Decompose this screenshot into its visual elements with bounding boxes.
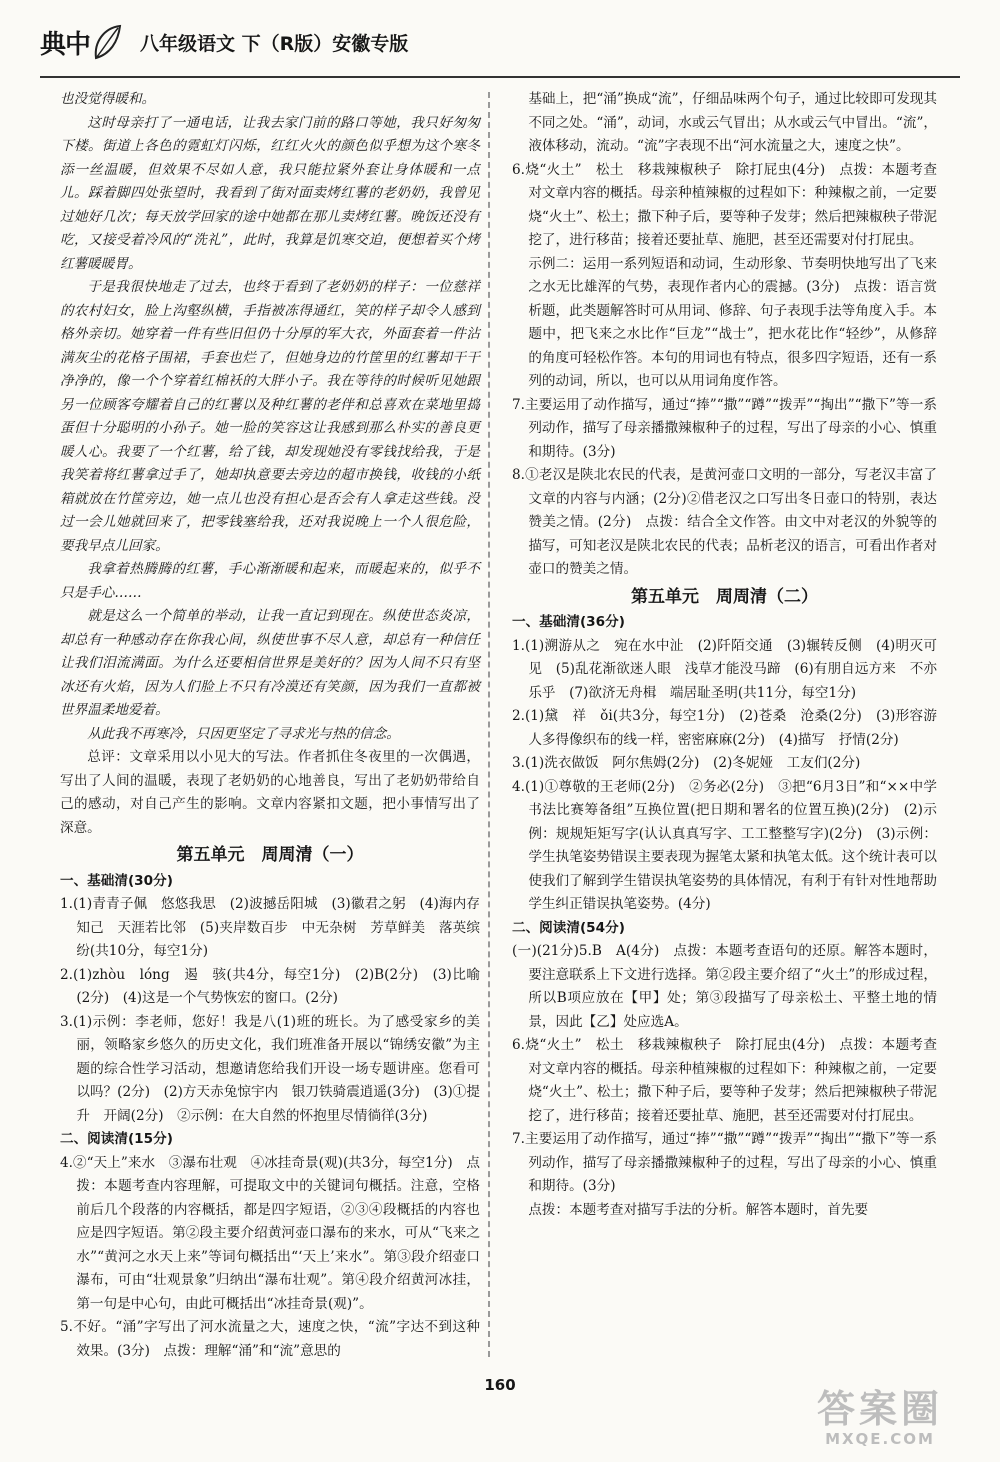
answer-item: 3.(1)示例：李老师，您好！我是八(1)班的班长。为了感受家乡的美丽，领略家乡悠久的历史文化，我们班准备开展以“锦绣安徽”为主题的综合性学习活动，想邀请您给我们开设一场专题讲座。您看可以吗？(2分) (2)方天赤兔惊宇内 银刀铁骑震逍遥(3分) (3)①提升 开阔(2分) ②示例：在大自然的怀抱里尽情徜徉(3分) (60, 1013, 480, 1124)
answer-item: 5.不好。“涌”字写出了河水流量之大，速度之快，“流”字达不到这种效果。(3分) 点拨：理解“涌”和“流”意思的 (60, 1319, 480, 1359)
watermark-url: MXQE.COM (825, 1430, 935, 1448)
essay-paragraph: 这时母亲打了一通电话，让我去家门前的路口等她，我只好匆匆下楼。街道上各色的霓虹灯闪烁，红红火火的颜色似乎想为这个寒冬添一丝温暖，但效果不尽如人意，我只能拉紧外套让身体暖和一点儿。踩着脚四处张望时，我看到了街对面卖烤红薯的老奶奶，我曾见过她好几次；每天放学回家的途中她都在那儿卖烤红薯。晚饭还没有吃，又接受着冷风的“洗礼”，此时，我算是饥寒交迫，便想着买个烤红薯暖暖胃。 (60, 114, 480, 272)
section-heading-reading: 二、阅读清(54分) (512, 919, 625, 936)
page-header (40, 12, 960, 72)
answer-item: 4.(1)①尊敬的王老师(2分) ②务必(2分) ③把“6月3日”和“××中学书法比赛筹备组”互换位置(把日期和署名的位置互换)(2分) (2)示例：规规矩矩写字(认认真真写字、工工整整写字)(2分) (3)示例：学生执笔姿势错误主要表现为握笔太紧和执笔太低。这个统计表可以使我们了解到学生错误执笔姿势的具体情况，有利于有针对性地帮助学生纠正错误执笔姿势。(4分) (512, 778, 937, 912)
section-title-week2: 第五单元 周周清（二） (631, 586, 818, 607)
watermark-title: 答案圈 (816, 1387, 943, 1431)
answer-item: 8.①老汉是陕北农民的代表，是黄河壶口文明的一部分，写老汉丰富了文章的内容与内涵；(2分)②借老汉之口写出冬日壶口的特别，表达赞美之情。(2分) 点拨：结合全文作答。由文中对老汉的外貌等的描写，可知老汉是陕北农民的代表；品析老汉的语言，可看出作者对壶口的赞美之情。 (512, 467, 937, 577)
essay-paragraph: 也没觉得暖和。 (60, 91, 156, 107)
answer-item: 3.(1)洗衣做饭 阿尔焦姆(2分) (2)冬妮娅 工友们(2分) (512, 755, 861, 771)
page-number: 160 (484, 1376, 516, 1394)
left-column (60, 88, 480, 1363)
section-heading-basic: 一、基础清(30分) (60, 872, 173, 889)
answer-item: 4.②“天上”来水 ③瀑布壮观 ④冰挂奇景(观)(共3分，每空1分) 点拨：本题考查内容理解，可提取文中的关键词句概括。注意，空格前后几个段落的内容概括，都是四字短语，②③④段概括的内容也应是四字短语。第②段主要介绍黄河壶口瀑布的来水，可从“飞来之水”“黄河之水天上来”等词句概括出“‘天上’来水”。第③段介绍壶口瀑布，可由“壮观景象”归纳出“瀑布壮观”。第④段介绍黄河冰挂，第一句是中心句，由此可概括出“冰挂奇景(观)”。 (60, 1154, 480, 1312)
answer-item: (一)(21分)5.B A(4分) 点拨：本题考查语句的还原。解答本题时，要注意联系上下文进行选择。第②段主要介绍了“火土”的形成过程，所以B项应放在【甲】处；第③段描写了母亲松土、平整土地的情景，因此【乙】处应选A。 (512, 943, 937, 1030)
essay-paragraph: 我拿着热腾腾的红薯，手心渐渐暖和起来，而暖起来的，似乎不只是手心…… (60, 561, 480, 601)
answer-item: 6.烧“火土” 松土 移栽辣椒秧子 除打屁虫(4分) 点拨：本题考查对文章内容的概括。母亲种植辣椒的过程如下：种辣椒之前，一定要烧“火土”、松土；撒下种子后，要等种子发芽；然后把辣椒秧子带泥挖了，进行移苗；接着还要扯草、施肥，甚至还需要对付打屁虫。 (512, 161, 937, 248)
answer-item: 6.烧“火土” 松土 移栽辣椒秧子 除打屁虫(4分) 点拨：本题考查对文章内容的概括。母亲种植辣椒的过程如下：种辣椒之前，一定要烧“火土”、松土；撒下种子后，要等种子发芽；然后把辣椒秧子带泥挖了，进行移苗；接着还要扯草、施肥，甚至还需要对付打屁虫。 (512, 1037, 937, 1124)
leaf-icon (90, 22, 124, 62)
essay-paragraph: 于是我很快地走了过去，也终于看到了老奶奶的样子：一位慈祥的农村妇女，脸上沟壑纵横，手指被冻得通红，笑的样子却令人感到格外亲切。她穿着一件有些旧但仍十分厚的军大衣，外面套着一件沾满灰尘的花格子围裙，手套也烂了，但她身边的竹筐里的红薯却干干净净的，像一个个穿着红棉袄的大胖小子。我在等待的时候听见她跟另一位顾客夸耀着自己的红薯以及种红薯的老伴和总喜欢在菜地里捣蛋但十分聪明的小孙子。她一脸的笑容这让我感到那么朴实的善良更暖人心。我要了一个红薯，给了钱，却发现她没有零钱找给我，于是我笑着将红薯拿过手了，她却执意要去旁边的超市换钱，收钱的小纸箱就放在竹筐旁边，她一点儿也没有担心是否会有人拿走这些钱。没过一会儿她就回来了，把零钱塞给我，还对我说晚上一个人很危险，要我早点儿回家。 (60, 279, 480, 554)
column-divider (488, 92, 490, 1357)
logo-text: 典中 (40, 29, 91, 60)
section-heading-basic: 一、基础清(36分) (512, 614, 625, 630)
right-column (512, 88, 937, 1222)
answer-item: 点拨：本题考查对描写手法的分析。解答本题时，首先要 (528, 1201, 869, 1218)
essay-paragraph: 从此我不再寒冷，只因更坚定了寻求光与热的信念。 (87, 725, 400, 742)
site-watermark (790, 1388, 970, 1452)
header-rule (40, 76, 960, 78)
answer-item: 2.(1)黛 祥 ǒi(共3分，每空1分) (2)苍桑 沧桑(2分) (3)形容游人多得像织布的线一样，密密麻麻(2分) (4)描写 抒情(2分) (512, 708, 937, 748)
section-heading-reading: 二、阅读清(15分) (60, 1131, 173, 1147)
essay-text (60, 88, 480, 746)
answer-item: 2.(1)zhòu lóng 遏 骇(共4分，每空1分) (2)B(2分) (3)比喻(2分) (4)这是一个气势恢宏的窗口。(2分) (60, 966, 480, 1006)
book-title: 八年级语文 下（R版）安徽专版 (140, 32, 409, 55)
answer-continuation: 基础上，把“涌”换成“流”，仔细品味两个句子，通过比较即可发现其不同之处。“涌”，动词，水或云气冒出；从水或云气中冒出。“流”，液体移动，流动。“流”字表现不出“河水流量之大，速度之快”。 (528, 91, 937, 154)
answer-item: 示例二：运用一系列短语和动词，生动形象、节奏明快地写出了飞来之水无比雄浑的气势，表现作者内心的震撼。(3分) 点拨：语言赏析题，此类题解答时可从用词、修辞、句子表现手法等角度入手。本题中，把飞来之水比作“巨龙”“战士”，把水花比作“轻纱”，从修辞的角度可轻松作答。本句的用词也有特点，很多四字短语，还有一系列的动词，所以，也可以从用词角度作答。 (528, 255, 937, 389)
series-logo (40, 17, 130, 67)
answer-item: 1.(1)溯游从之 宛在水中沚 (2)阡陌交通 (3)辗转反侧 (4)明灭可见 (5)乱花渐欲迷人眼 浅草才能没马蹄 (6)有朋自远方来 不亦乐乎 (7)欲济无舟楫 端居耻圣明(共11分，每空1分) (512, 637, 937, 701)
essay-summary: 总评：文章采用以小见大的写法。作者抓住冬夜里的一次偶遇，写出了人间的温暖，表现了老奶奶的心地善良，写出了老奶奶带给自己的感动，对自己产生的影响。文章内容紧扣文题，把小事情写出了深意。 (60, 749, 480, 836)
essay-paragraph: 就是这么一个简单的举动，让我一直记到现在。纵使世态炎凉，却总有一种感动存在你我心间，纵使世事不尽人意，却总有一种信任让我们泪流满面。为什么还要相信世界是美好的？因为人间不只有坚冰还有火焰，因为人们脸上不只有冷漠还有笑颜，因为我们一直都被世界温柔地爱着。 (60, 608, 480, 718)
answer-item: 7.主要运用了动作描写，通过“捧”“撒”“蹲”“拨弄”“掏出”“撒下”等一系列动作，描写了母亲播撒辣椒种子的过程，写出了母亲的小心、慎重和期待。(3分) (512, 396, 937, 460)
answer-item: 1.(1)青青子佩 悠悠我思 (2)波撼岳阳城 (3)徽君之躬 (4)海内存知己 天涯若比邻 (5)夹岸数百步 中无杂树 芳草鲜美 落英缤纷(共10分，每空1分) (60, 896, 480, 959)
answer-item: 7.主要运用了动作描写，通过“捧”“撒”“蹲”“拨弄”“掏出”“撒下”等一系列动作，描写了母亲播撒辣椒种子的过程，写出了母亲的小心、慎重和期待。(3分) (512, 1131, 937, 1194)
section-title-week1: 第五单元 周周清（一） (176, 845, 364, 865)
